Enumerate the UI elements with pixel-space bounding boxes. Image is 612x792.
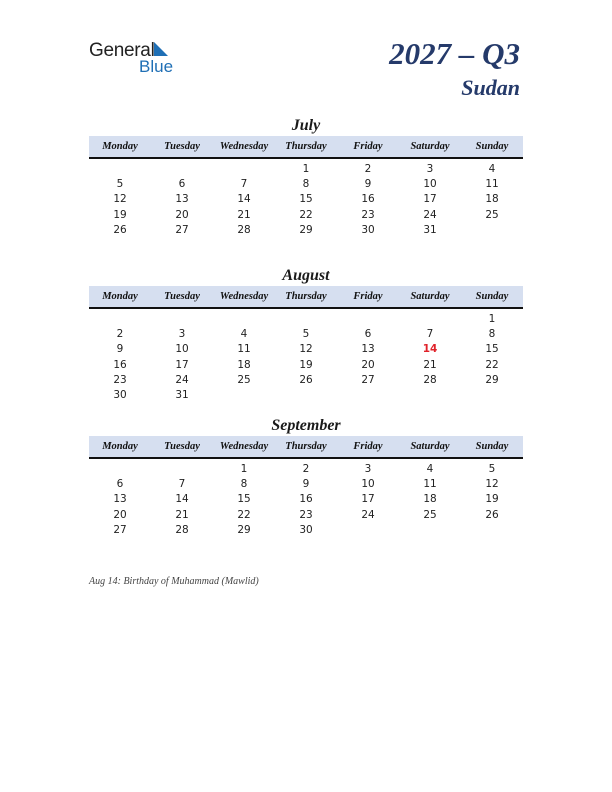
week-row: [89, 311, 523, 326]
week-row: [89, 176, 523, 191]
day-cell: 23: [113, 373, 127, 386]
day-cell: 20: [113, 508, 127, 521]
weekday-header-tuesday: Tuesday: [164, 141, 200, 152]
logo-word-general: General: [89, 40, 155, 61]
weekday-header-row: [89, 136, 523, 159]
weekday-header-sunday: Sunday: [475, 441, 509, 452]
week-row: [89, 192, 523, 207]
day-cell: 4: [426, 462, 434, 475]
week-row: [89, 357, 523, 372]
logo-triangle-icon: [154, 42, 168, 56]
day-cell: 11: [423, 477, 437, 490]
day-cell: 27: [175, 223, 189, 236]
weekday-header-friday: Friday: [353, 141, 383, 152]
day-cell: 26: [485, 508, 499, 521]
day-cell: 21: [237, 208, 251, 221]
day-cell: 26: [113, 223, 127, 236]
weekday-header-wednesday: Wednesday: [219, 141, 269, 152]
day-cell: 29: [485, 373, 499, 386]
day-cell: 28: [175, 523, 189, 536]
day-cell: 26: [299, 373, 313, 386]
day-cell: 9: [302, 477, 310, 490]
day-cell: 24: [175, 373, 189, 386]
day-cell: 2: [302, 462, 310, 475]
day-cell: 17: [175, 358, 189, 371]
week-row: [89, 222, 523, 237]
weekday-header-monday: Monday: [102, 141, 138, 152]
holiday-note: Aug 14: Birthday of Muhammad (Mawlid): [89, 576, 259, 587]
day-cell: 29: [299, 223, 313, 236]
day-cell: 16: [113, 358, 127, 371]
weekday-header-thursday: Thursday: [285, 291, 327, 302]
week-row: [89, 326, 523, 341]
day-cell: 3: [178, 327, 186, 340]
weekday-header-saturday: Saturday: [410, 141, 450, 152]
day-cell: 16: [299, 493, 313, 506]
day-cell: 11: [237, 343, 251, 356]
day-cell: 30: [361, 223, 375, 236]
day-cell: 12: [485, 477, 499, 490]
day-cell: 15: [299, 193, 313, 206]
day-cell: 8: [302, 177, 310, 190]
day-cell: 21: [175, 508, 189, 521]
day-cell: 12: [299, 343, 313, 356]
month-name: September: [271, 417, 341, 434]
day-cell: 18: [423, 493, 437, 506]
day-cell: 3: [426, 162, 434, 175]
week-row: [89, 507, 523, 522]
day-cell: 15: [237, 493, 251, 506]
week-row: [89, 207, 523, 222]
day-cell: 8: [488, 327, 496, 340]
day-cell: 25: [237, 373, 251, 386]
day-cell: 28: [423, 373, 437, 386]
day-cell: 14: [237, 193, 251, 206]
week-row: [89, 342, 523, 357]
weekday-header-thursday: Thursday: [285, 441, 327, 452]
day-cell: 18: [485, 193, 499, 206]
day-cell: 25: [423, 508, 437, 521]
week-row: [89, 161, 523, 176]
week-row: [89, 461, 523, 476]
day-cell: 23: [361, 208, 375, 221]
weekday-header-saturday: Saturday: [410, 291, 450, 302]
day-cell: 3: [364, 462, 372, 475]
day-cell: 1: [488, 312, 496, 325]
day-cell: 2: [364, 162, 372, 175]
day-cell: 7: [178, 477, 186, 490]
day-cell: 28: [237, 223, 251, 236]
week-row: [89, 372, 523, 387]
day-cell: 20: [175, 208, 189, 221]
day-cell: 5: [302, 327, 310, 340]
day-cell: 17: [423, 193, 437, 206]
day-cell: 24: [423, 208, 437, 221]
day-cell: 11: [485, 177, 499, 190]
day-cell: 1: [302, 162, 310, 175]
week-row: [89, 476, 523, 491]
day-cell: 6: [364, 327, 372, 340]
weekday-header-monday: Monday: [102, 441, 138, 452]
weekday-header-friday: Friday: [353, 291, 383, 302]
day-cell: 22: [237, 508, 251, 521]
day-cell: 30: [113, 389, 127, 402]
weekday-header-saturday: Saturday: [410, 441, 450, 452]
day-cell: 19: [299, 358, 313, 371]
holiday-day-cell: 14: [422, 343, 438, 356]
weekday-header-tuesday: Tuesday: [164, 291, 200, 302]
day-cell: 13: [175, 193, 189, 206]
weekday-header-monday: Monday: [102, 291, 138, 302]
week-row: [89, 492, 523, 507]
day-cell: 25: [485, 208, 499, 221]
day-cell: 2: [116, 327, 124, 340]
weekday-header-friday: Friday: [353, 441, 383, 452]
day-cell: 16: [361, 193, 375, 206]
day-cell: 17: [361, 493, 375, 506]
day-cell: 21: [423, 358, 437, 371]
day-cell: 7: [240, 177, 248, 190]
day-cell: 31: [175, 389, 189, 402]
weekday-header-sunday: Sunday: [475, 141, 509, 152]
day-cell: 10: [423, 177, 437, 190]
day-cell: 27: [361, 373, 375, 386]
day-cell: 27: [113, 523, 127, 536]
day-cell: 23: [299, 508, 313, 521]
quarter-title: 2027 – Q3: [389, 36, 520, 71]
day-cell: 15: [485, 343, 499, 356]
day-cell: 22: [299, 208, 313, 221]
day-cell: 31: [423, 223, 437, 236]
month-name: July: [291, 117, 321, 134]
day-cell: 1: [240, 462, 248, 475]
day-cell: 22: [485, 358, 499, 371]
day-cell: 5: [116, 177, 124, 190]
day-cell: 19: [485, 493, 499, 506]
day-cell: 4: [488, 162, 496, 175]
day-cell: 9: [116, 343, 124, 356]
day-cell: 9: [364, 177, 372, 190]
weekday-header-tuesday: Tuesday: [164, 441, 200, 452]
weekday-header-wednesday: Wednesday: [219, 441, 269, 452]
logo-word-blue: Blue: [139, 57, 174, 76]
day-cell: 24: [361, 508, 375, 521]
week-row: [89, 522, 523, 537]
day-cell: 13: [113, 493, 127, 506]
day-cell: 5: [488, 462, 496, 475]
day-cell: 29: [237, 523, 251, 536]
month-september: [89, 416, 523, 537]
day-cell: 14: [175, 493, 189, 506]
weekday-header-thursday: Thursday: [285, 141, 327, 152]
general-blue-logo: [89, 40, 189, 76]
day-cell: 6: [116, 477, 124, 490]
day-cell: 20: [361, 358, 375, 371]
weekday-header-row: [89, 436, 523, 459]
week-row: [89, 387, 523, 402]
day-cell: 10: [361, 477, 375, 490]
month-july: [89, 116, 523, 237]
weekday-header-row: [89, 286, 523, 309]
day-cell: 13: [361, 343, 375, 356]
day-cell: 7: [426, 327, 434, 340]
day-cell: 19: [113, 208, 127, 221]
country-title: Sudan: [461, 75, 520, 100]
weekday-header-wednesday: Wednesday: [219, 291, 269, 302]
day-cell: 10: [175, 343, 189, 356]
day-cell: 8: [240, 477, 248, 490]
day-cell: 18: [237, 358, 251, 371]
day-cell: 12: [113, 193, 127, 206]
day-cell: 4: [240, 327, 248, 340]
weekday-header-sunday: Sunday: [475, 291, 509, 302]
day-cell: 30: [299, 523, 313, 536]
month-name: August: [282, 267, 330, 284]
month-august: [89, 266, 523, 403]
day-cell: 6: [178, 177, 186, 190]
